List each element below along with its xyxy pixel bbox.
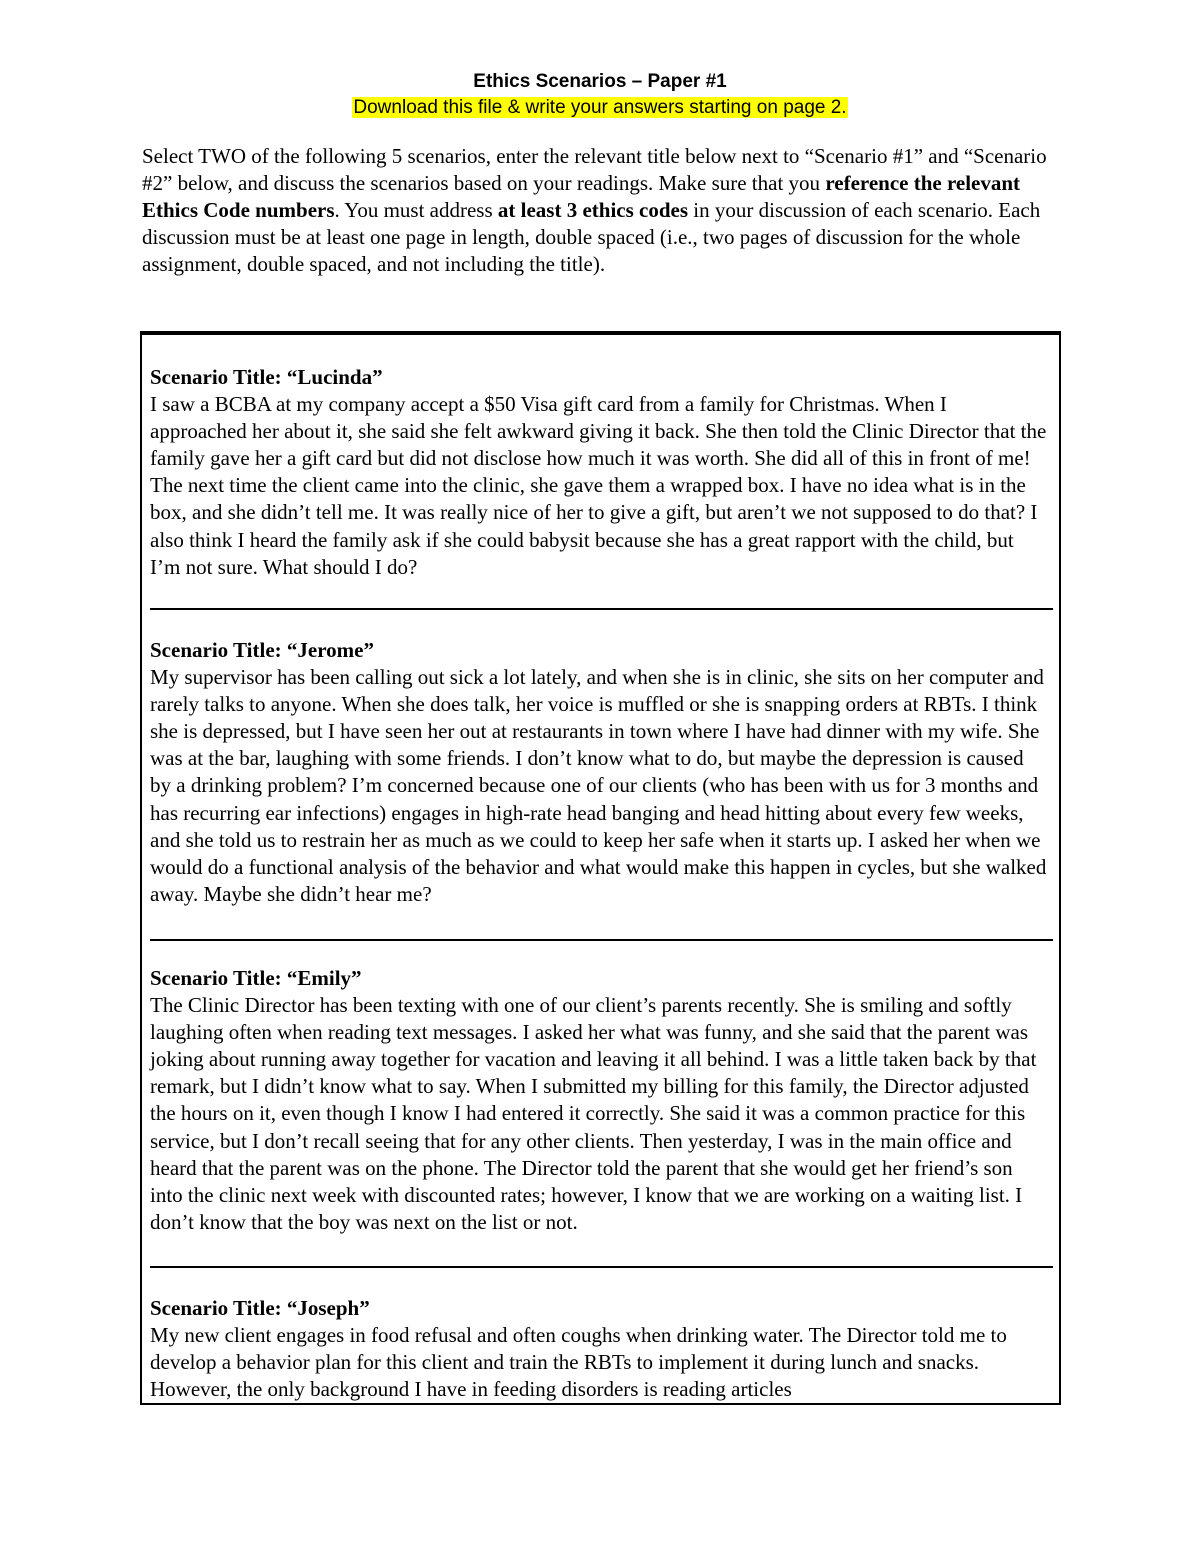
instructions-paragraph xyxy=(142,143,1067,278)
scenario-jerome xyxy=(150,637,1048,908)
scenario-body: The Clinic Director has been texting with one of our client’s parents recently. She is smiling and softly laughing often when reading text messages. I asked her what was funny, and she said that the parent was joking about running away together for vacation and leaving it all behind. I was a little taken back by that remark, but I didn’t know what to say. When I submitted my billing for this family, the Director adjusted the hours on it, even though I know I had entered it correctly. She said it was a common practice for this service, but I don’t recall seeing that for any other clients. Then yesterday, I was in the main office and heard that the parent was on the phone. The Director told the parent that she would get her friend’s son into the clinic next week with discounted rates; however, I know that we are working on a waiting list. I don’t know that the boy was next on the list or not. xyxy=(150,993,1037,1234)
row-divider xyxy=(150,608,1053,610)
scenario-title: Scenario Title: “Lucinda” xyxy=(150,365,383,389)
scenario-title: Scenario Title: “Jerome” xyxy=(150,638,374,662)
scenario-emily xyxy=(150,965,1048,1236)
scenario-lucinda xyxy=(150,364,1048,581)
scenarios-table xyxy=(140,331,1061,1405)
intro-text-1: Select TWO of the following 5 scenarios, enter the relevant title below next to “Scenario #1” and “Scenario #2” below, and discuss the scenarios based on your readings. Make sure that you xyxy=(142,144,1047,195)
intro-bold-1: reference the relevant Ethics Code numbers xyxy=(142,171,1021,222)
scenario-title: Scenario Title: “Emily” xyxy=(150,966,362,990)
intro-text-2: . You must address xyxy=(334,198,498,222)
row-divider xyxy=(150,939,1053,941)
scenario-joseph xyxy=(150,1295,1048,1403)
scenario-body: I saw a BCBA at my company accept a $50 Visa gift card from a family for Christmas. When I approached her about it, she said she felt awkward giving it back. She then told the Clinic Director that the family gave her a gift card but did not disclose how much it was worth. She did all of this in front of me! The next time the client came into the clinic, she gave them a wrapped box. I have no idea what is in the box, and she didn’t tell me. It was really nice of her to give a gift, but aren’t we not supposed to do that? I also think I heard the family ask if she could babysit because she has a great rapport with the child, but I’m not sure. What should I do? xyxy=(150,392,1047,579)
document-title: Ethics Scenarios – Paper #1 xyxy=(473,71,727,92)
intro-bold-2: at least 3 ethics codes xyxy=(497,198,689,222)
document-header xyxy=(0,70,1200,121)
scenario-title: Scenario Title: “Joseph” xyxy=(150,1296,370,1320)
intro-text-3: in your discussion of each scenario. Each discussion must be at least one page in length, double spaced (i.e., two pages of discussion for the whole assignment, double spaced, and not including the title). xyxy=(142,198,1041,276)
row-divider xyxy=(150,1266,1053,1268)
scenario-body: My new client engages in food refusal and often coughs when drinking water. The Director told me to develop a behavior plan for this client and train the RBTs to implement it during lunch and snacks. However, the only background I have in feeding disorders is reading articles xyxy=(150,1323,1007,1402)
scenario-body: My supervisor has been calling out sick a lot lately, and when she is in clinic, she sits on her computer and rarely talks to anyone. When she does talk, her voice is muffled or she is snapping orders at RBTs. I think she is depressed, but I have seen her out at restaurants in town where I have had dinner with my wife. She was at the bar, laughing with some friends. I don’t know what to do, but maybe the depression is caused by a drinking problem? I’m concerned because one of our clients (who has been with us for 3 months and has recurring ear infections) engages in high-rate head banging and head hitting about every few weeks, and she told us to restrain her as much as we could to keep her safe when it starts up. I asked her when we would do a functional analysis of the behavior and what would make this happen in cycles, but she walked away. Maybe she didn’t hear me? xyxy=(150,665,1047,906)
subtitle-line xyxy=(0,96,1200,121)
highlighted-subtitle: Download this file & write your answers starting on page 2. xyxy=(353,97,847,118)
